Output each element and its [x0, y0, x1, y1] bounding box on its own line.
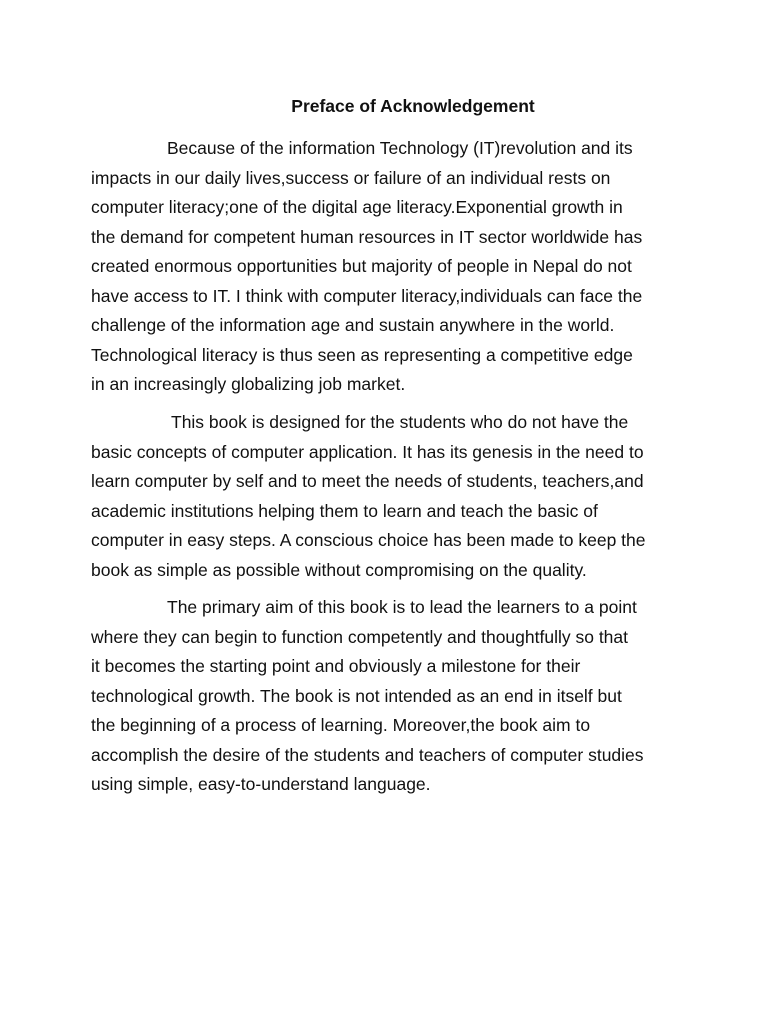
text-line: using simple, easy-to-understand language.: [91, 774, 431, 794]
text-line: accomplish the desire of the students and teachers of computer studies: [91, 744, 644, 765]
text-line: The primary aim of this book is to lead the learners to a point: [167, 597, 637, 617]
text-line: technological growth. The book is not intended as an end in itself but: [91, 685, 622, 706]
text-line: academic institutions helping them to learn and teach the basic of: [91, 500, 598, 521]
paragraph-2: [91, 408, 691, 585]
text-line: book as simple as possible without compromising on the quality.: [91, 559, 587, 580]
text-line: where they can begin to function competently and thoughtfully so that: [91, 626, 629, 647]
paragraph-1: [91, 134, 691, 400]
page-title: Preface of Acknowledgement: [291, 96, 535, 116]
text-line: computer literacy;one of the digital age literacy.Exponential growth in: [91, 197, 623, 217]
text-line: created enormous opportunities but majority of people in Nepal do not: [91, 256, 632, 276]
text-line: have access to IT. I think with computer literacy,individuals can face the: [91, 285, 643, 306]
text-line: the beginning of a process of learning. Moreover,the book aim to: [91, 715, 591, 735]
text-line: basic concepts of computer application. It has its genesis in the need to: [91, 441, 644, 462]
text-line: This book is designed for the students who do not have the: [171, 412, 629, 432]
text-line: Because of the information Technology (IT)revolution and its: [167, 138, 633, 158]
text-line: impacts in our daily lives,success or failure of an individual rests on: [91, 167, 611, 188]
paragraph-3: [91, 593, 691, 800]
text-line: in an increasingly globalizing job market.: [91, 374, 406, 394]
text-line: Technological literacy is thus seen as representing a competitive edge: [91, 344, 633, 365]
text-line: the demand for competent human resources in IT sector worldwide has: [91, 226, 643, 247]
text-line: learn computer by self and to meet the needs of students, teachers,and: [91, 471, 644, 491]
text-line: it becomes the starting point and obviously a milestone for their: [91, 656, 581, 676]
text-line: computer in easy steps. A conscious choice has been made to keep the: [91, 530, 646, 550]
text-line: challenge of the information age and sustain anywhere in the world.: [91, 315, 615, 335]
